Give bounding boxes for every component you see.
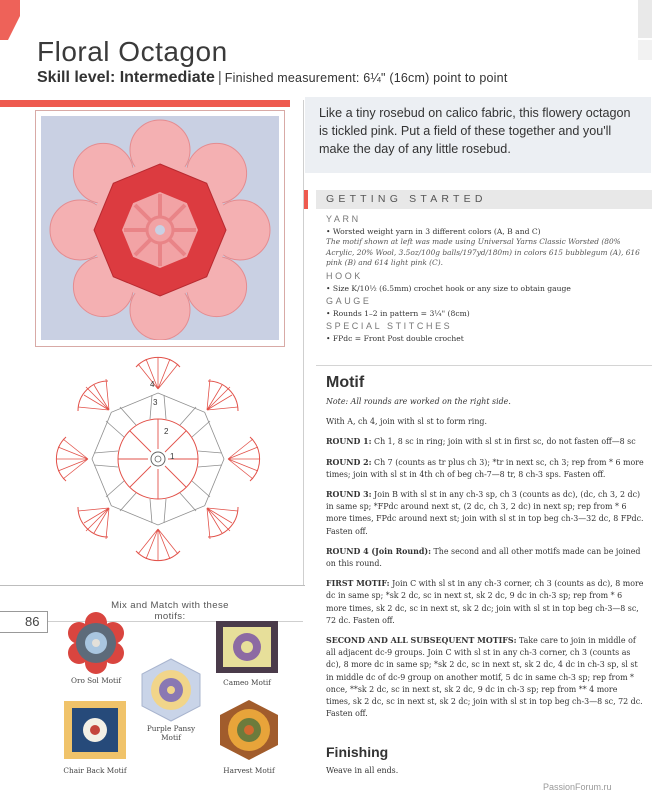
purple-pansy-thumbnail <box>136 657 206 723</box>
chart-round-label-3: 3 <box>153 398 158 407</box>
page-subtitle <box>37 69 508 87</box>
pattern-note: Note: All rounds are worked on the right side. <box>326 397 511 406</box>
second-motif-label: SECOND AND ALL SUBSEQUENT MOTIFS: <box>326 636 517 646</box>
chart-round-label-1: 1 <box>170 452 175 461</box>
round-4-label: ROUND 4 (Join Round): <box>326 546 432 556</box>
chart-bottom-rule <box>0 585 305 586</box>
getting-started-title: GETTING STARTED <box>326 193 487 205</box>
finishing-text: Weave in all ends. <box>326 766 399 775</box>
page-number-box <box>0 611 48 633</box>
hook-heading: HOOK <box>326 270 363 281</box>
mix-item-label: Purple Pansy Motif <box>146 724 196 742</box>
yarn-note: The motif shown at left was made using Universal Yarns Classic Worsted (80% Acrylic, 20% Wool, 3.5oz/100g balls/197yd/180m) in colors 615 bubblegum (A), 616 pink (B) and 614 light pink (C). <box>326 237 640 267</box>
round-4 <box>326 546 644 570</box>
round-3-label: ROUND 3: <box>326 490 372 500</box>
chart-round-label-4: 4 <box>150 380 155 389</box>
round-1-text: Ch 1, 8 sc in ring; join with sl st in first sc, do not fasten off—8 sc <box>371 437 636 447</box>
hook-item: • Size K/10½ (6.5mm) crochet hook or any size to obtain gauge <box>326 283 571 293</box>
getting-started-body <box>326 212 644 344</box>
round-3-text: Join B with sl st in any ch-3 sp, ch 3 (counts as dc), (dc, ch 3, 2 dc) in same sp; *FPdc around next st, (2 dc, ch 3, 2 dc) in next sp; rep from * 6 more times, FPdc around next st; join with sl st in top beg ch-3—32 dc, 8 FPdc. Fasten off. <box>326 490 644 536</box>
round-1-label: ROUND 1: <box>326 437 372 447</box>
yarn-item: • Worsted weight yarn in 3 different colors (A, B and C) <box>326 227 541 236</box>
mix-item-label: Harvest Motif <box>223 766 275 775</box>
special-stitches-heading: SPECIAL STITCHES <box>326 320 453 331</box>
gauge-heading: GAUGE <box>326 295 372 306</box>
harvest-thumbnail <box>214 697 284 763</box>
motif-heading: Motif <box>326 374 365 391</box>
round-4-text: The second and all other motifs made can be joined on this round. <box>326 546 641 569</box>
yarn-heading: YARN <box>326 214 361 224</box>
round-2-text: Ch 7 (counts as tr plus ch 3); *tr in next sc, ch 3; rep from * 6 more times; join with sl st in 4th ch of beg ch-7—8 tr, 8 ch-3 sps. Fasten off. <box>326 457 644 479</box>
skill-level: Skill level: Intermediate <box>37 69 215 86</box>
cameo-thumbnail <box>212 617 282 677</box>
gauge-item: • Rounds 1–2 in pattern = 3¼" (8cm) <box>326 308 470 318</box>
corner-decoration-right <box>638 0 652 38</box>
round-1 <box>326 436 644 448</box>
oro-sol-thumbnail <box>60 612 132 674</box>
section-divider <box>316 365 652 366</box>
second-motif-text: Take care to join in middle of all adjacent dc-9 groups. Join C with sl st in any ch-3 corner, ch 3 (counts as dc), 8 more dc in same sp; *sk 2 dc, sc in next st, sk 2 dc, 4 dc in ch-3 sp, sl st in middle dc of dc-9 group on another motif, 5 dc in same ch-3 sp; rep from * once, **sk 2 dc, sc in next st, sk 2 dc, 9 dc in ch-3 sp; rep from ** 4 more times, sk 2 dc, sc in next st, sk 2 dc; join with sl st in top beg ch-3—8 sc, 72 dc. Fasten off. <box>326 636 643 719</box>
crochet-chart <box>0 355 305 585</box>
chair-back-thumbnail <box>60 697 130 761</box>
floral-octagon-illustration <box>41 116 279 340</box>
round-2-label: ROUND 2: <box>326 457 372 467</box>
first-motif-label: FIRST MOTIF: <box>326 579 390 589</box>
mix-item-label: Oro Sol Motif <box>70 676 122 685</box>
motif-photo <box>41 116 279 340</box>
page-title: Floral Octagon <box>37 36 228 67</box>
second-motif <box>326 635 644 720</box>
first-motif <box>326 578 644 627</box>
round-3 <box>326 489 644 538</box>
accent-rule <box>0 100 290 107</box>
first-motif-text: Join C with sl st in any ch-3 corner, ch 3 (counts as dc), 8 more dc in same sp; *sk 2 dc, sc in next st, sk 2 dc, 9 dc in ch-3 sp; rep from * 6 more times, sk 2 dc, sc in next st, sk 2 dc; join with sl st in top beg ch-3—8 sc, 72 dc. Fasten off. <box>326 579 644 625</box>
finishing-heading: Finishing <box>326 744 389 760</box>
page-number: 86 <box>25 614 40 629</box>
mix-item-label: Cameo Motif <box>223 678 271 687</box>
pattern-instructions <box>326 396 644 728</box>
special-stitches-item: • FPdc = Front Post double crochet <box>326 333 464 343</box>
chart-round-label-2: 2 <box>164 427 169 436</box>
corner-decoration <box>0 0 20 40</box>
corner-decoration-right-lower <box>638 40 652 60</box>
pattern-start: With A, ch 4, join with sl st to form ring. <box>326 417 487 427</box>
finished-measurement: Finished measurement: 6¼" (16cm) point to point <box>224 71 508 85</box>
intro-text: Like a tiny rosebud on calico fabric, this flowery octagon is tickled pink. Put a field of these together and you'll make the day of any little rosebud. <box>305 97 651 173</box>
mix-item-label: Chair Back Motif <box>63 766 127 775</box>
crochet-chart-diagram <box>0 355 305 585</box>
mix-match-heading: Mix and Match with these motifs: <box>111 600 229 622</box>
round-2 <box>326 457 644 481</box>
watermark: PassionForum.ru <box>543 782 612 792</box>
subtitle-separator: | <box>217 69 222 86</box>
